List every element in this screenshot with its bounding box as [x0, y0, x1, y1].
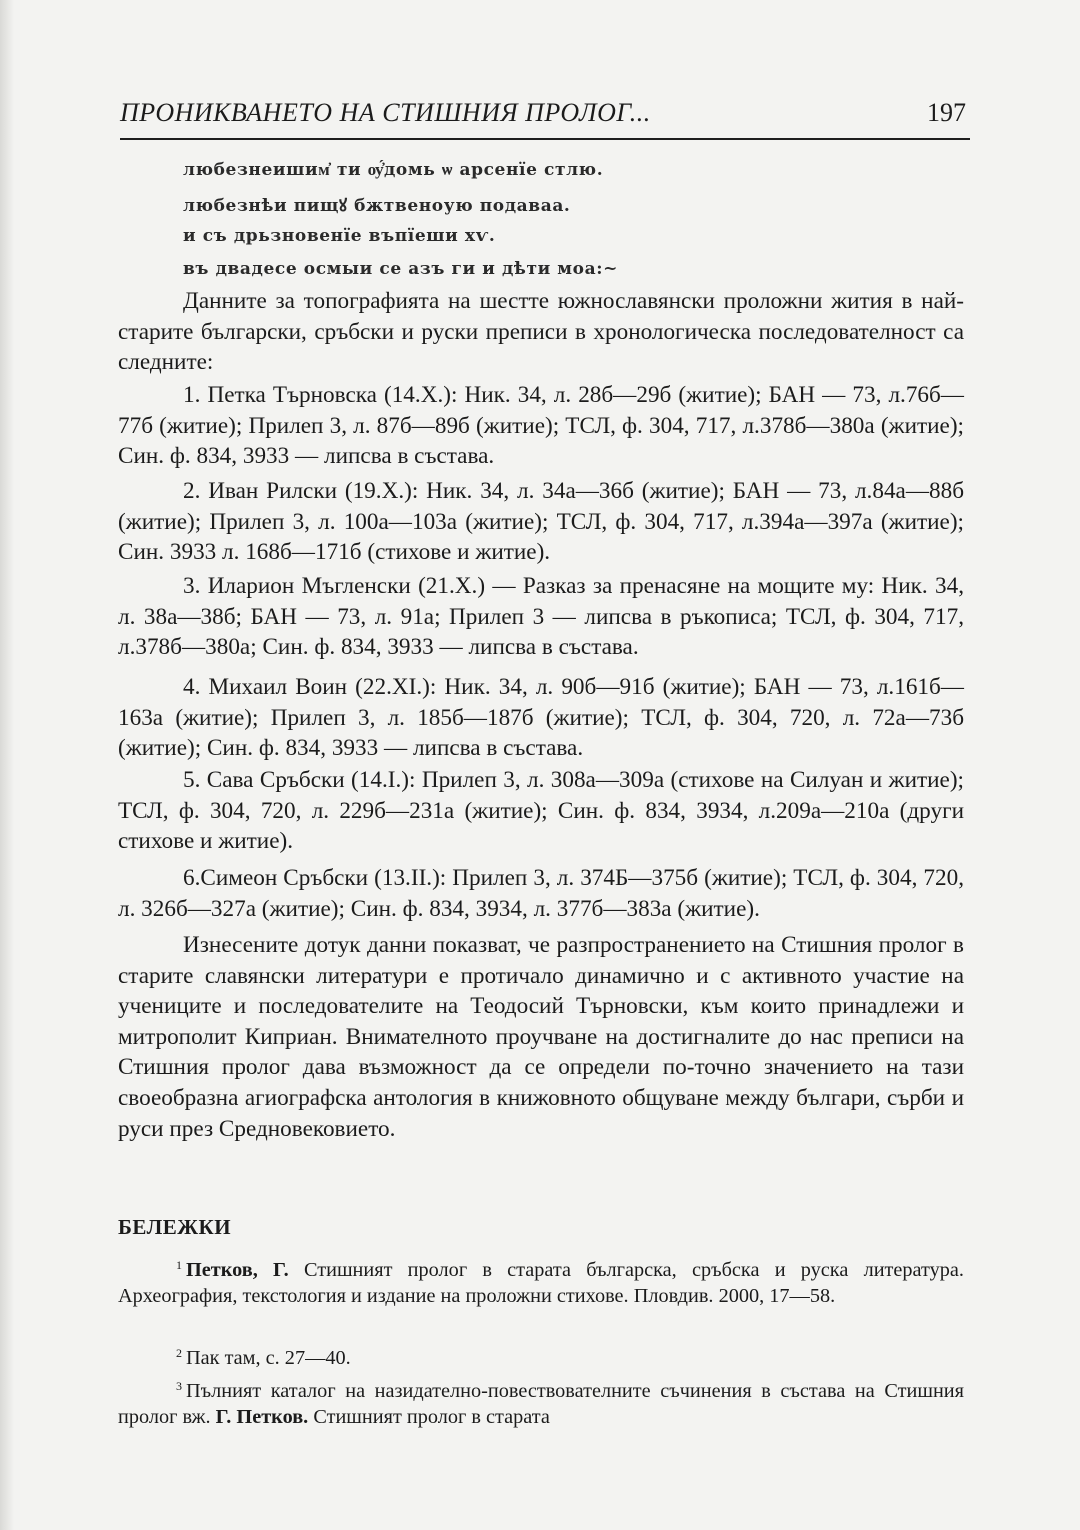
- list-item-ilarion: 3. Иларион Мъгленски (21.Х.) — Разказ за пренасяне на мощите му: Ник. 34, л. 38а—38б; БАН — 73, л. 91а; Прилеп 3 — липсва в ръкописа; ТСЛ, ф. 304, 717, л.378б—380а; Син. ф. 834, 3933 — липсва в състава.: [118, 573, 964, 661]
- list-item-simeon: 6.Симеон Сръбски (13.II.): Прилеп 3, л. 374Б—375б (житие); ТСЛ, ф. 304, 720, л. 326б—327а (житие); Син. ф. 834, 3934, л. 377б—383а (житие).: [118, 865, 964, 922]
- footnote-text: Пак там, с. 27—40.: [186, 1347, 351, 1369]
- conclusion-paragraph: Изнесените дотук данни показват, че разпространението на Стишния пролог в старите славянски литератури е протичало динамично и с активното участие на учениците и последователите на Теодосий Търновски, към които принадлежи и митрополит Киприан. Внимателното проучване на достигналите до нас преписи на Стишния пролог дава възможност да се определи по-точно значението на тази своеобразна агиографска антология в книжовното общуване между българи, сърби и руси през Средновековието.: [118, 932, 964, 1142]
- footnote-3: [118, 1379, 964, 1430]
- church-slavonic-line: и съ дрьзновенїе въпїеши хѵ.: [183, 226, 496, 246]
- running-title: ПРОНИКВАНЕТО НА СТИШНИЯ ПРОЛОГ...: [120, 98, 651, 127]
- page-gutter: [0, 0, 14, 1530]
- footnote-2: [118, 1346, 964, 1372]
- footnote-number: 1: [176, 1258, 182, 1272]
- list-item-mihail: 4. Михаил Воин (22.ХI.): Ник. 34, л. 90б—91б (житие); БАН — 73, л.161б—163а (житие); Прилеп 3, л. 185б—187б (житие); ТСЛ, ф. 304, 720, л. 72а—73б (житие); Син. ф. 834, 3933 — липсва в състава.: [118, 674, 964, 762]
- list-item-petka: 1. Петка Търновска (14.Х.): Ник. 34, л. 28б—29б (житие); БАН — 73, л.76б—77б (житие); Прилеп 3, л. 87б—89б (житие); ТСЛ, ф. 304, 717, л.378б—380а (житие); Син. ф. 834, 3933 — липсва в състава.: [118, 382, 964, 470]
- church-slavonic-line: въ двадесе осмыи се азъ ги и дѣти моа:~: [183, 259, 618, 279]
- footnote-text: Пълният каталог на назидателно-повествователните съчинения в състава на Стишния пролог вж.: [118, 1380, 964, 1428]
- page-number: 197: [927, 98, 966, 127]
- list-item-ivan: 2. Иван Рилски (19.Х.): Ник. 34, л. 34а—36б (житие); БАН — 73, л.84а—88б (житие); Прилеп 3, л. 100а—103а (житие); ТСЛ, ф. 304, 717, л.394а—397а (житие); Син. 3933 л. 168б—171б (стихове и житие).: [118, 478, 964, 566]
- footnote-author: Г. Петков.: [215, 1405, 309, 1428]
- footnote-number: 2: [176, 1346, 182, 1360]
- footnote-number: 3: [176, 1379, 182, 1393]
- church-slavonic-line: любезнеишим҆ ти ѹ҆́домь ѡ арсенїе стлю.: [183, 160, 604, 180]
- footnote-author: Петков, Г.: [186, 1259, 289, 1281]
- footnote-1: [118, 1258, 964, 1309]
- running-header: [120, 98, 970, 140]
- notes-heading: БЕЛЕЖКИ: [118, 1215, 232, 1239]
- list-item-sava: 5. Сава Сръбски (14.I.): Прилеп 3, л. 308а—309а (стихове на Силуан и житие); ТСЛ, ф. 304, 720, л. 229б—231а (житие); Син. ф. 834, 3934, л.209а—210а (други стихове и житие).: [118, 767, 964, 855]
- footnote-text: Стишният пролог в старата българска, сръбска и руска литература. Археография, текстология и издание на проложни стихове. Пловдив. 2000, 17—58.: [118, 1259, 964, 1307]
- church-slavonic-line: любезнѣи пищꙋ бжтвеноую подаваа.: [183, 196, 571, 216]
- footnote-text: Стишният пролог в старата: [308, 1405, 550, 1428]
- body-paragraph: Данните за топографията на шестте южнославянски проложни жития в най-старите български, сръбски и руски преписи в хронологическа последователност са следните:: [118, 288, 964, 376]
